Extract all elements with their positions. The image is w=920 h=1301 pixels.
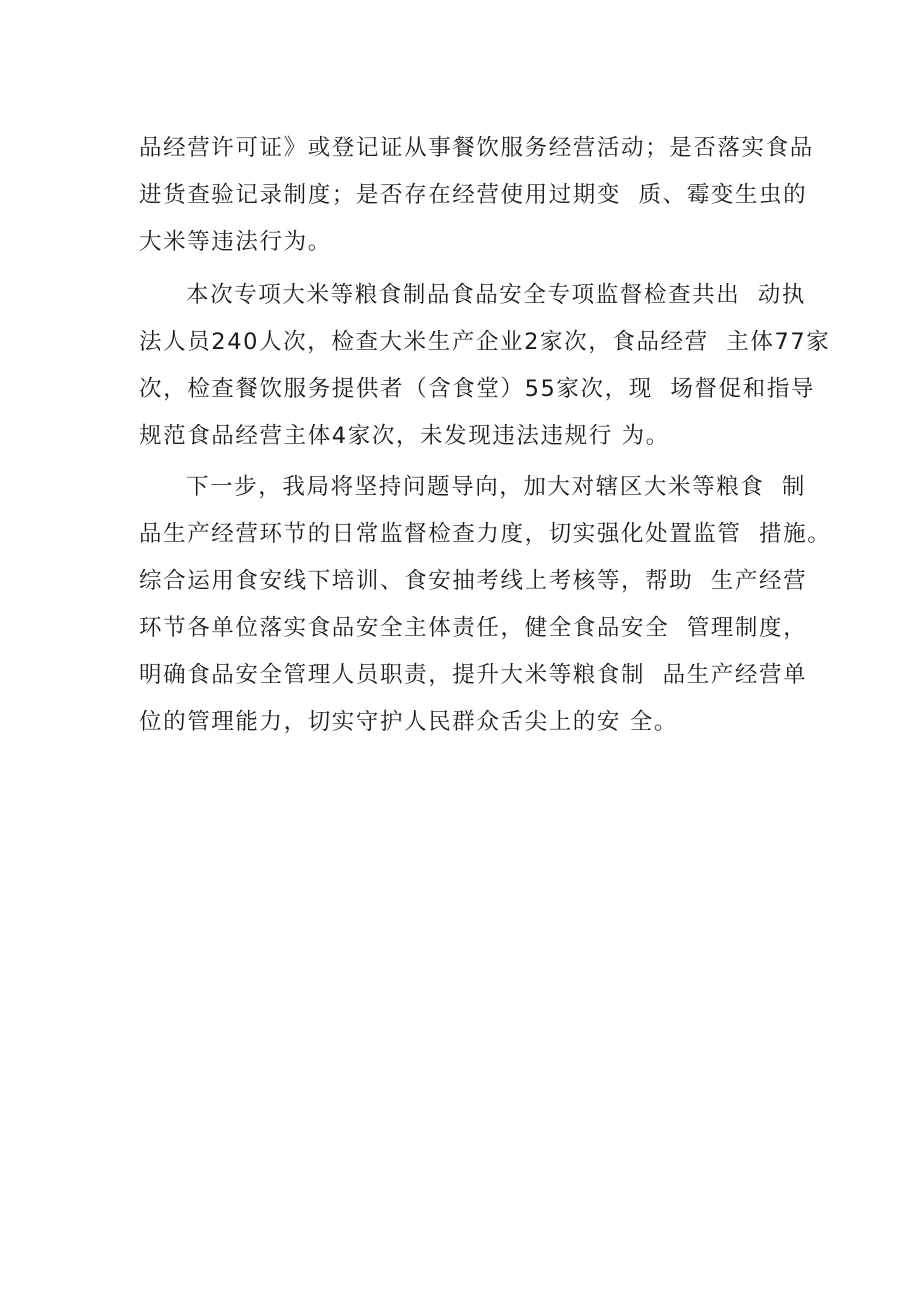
text-line: 规范食品经营主体4家次，未发现违法违规行 为。 — [139, 423, 670, 449]
text-line: 品经营许可证》或登记证从事餐饮服务经营活动；是否落实食品 — [139, 135, 814, 161]
text-line: 环节各单位落实食品安全主体责任，健全食品安全 管理制度， — [139, 615, 808, 641]
text-line: 次，检查餐饮服务提供者（含食堂）55家次，现 场督促和指导 — [139, 376, 815, 402]
text-line: 法人员240人次，检查大米生产企业2家次，食品经营 主体77家 — [139, 329, 831, 355]
text-line: 明确食品安全管理人员职责，提升大米等粮食制 品生产经营单 — [139, 662, 808, 688]
text-line: 大米等违法行为。 — [139, 229, 332, 255]
text-line: 位的管理能力，切实守护人民群众舌尖上的安 全。 — [139, 709, 678, 735]
text-line: 综合运用食安线下培训、食安抽考线上考核等，帮助 生产经营 — [139, 568, 808, 594]
text-line: 下一步，我局将坚持问题导向，加大对辖区大米等粮食 制 — [186, 474, 807, 500]
text-line: 本次专项大米等粮食制品食品安全专项监督检查共出 动执 — [186, 282, 807, 308]
text-line: 进货查验记录制度；是否存在经营使用过期变 质、霉变生虫的 — [139, 182, 808, 208]
text-line: 品生产经营环节的日常监督检查力度，切实强化处置监管 措施。 — [139, 521, 832, 547]
